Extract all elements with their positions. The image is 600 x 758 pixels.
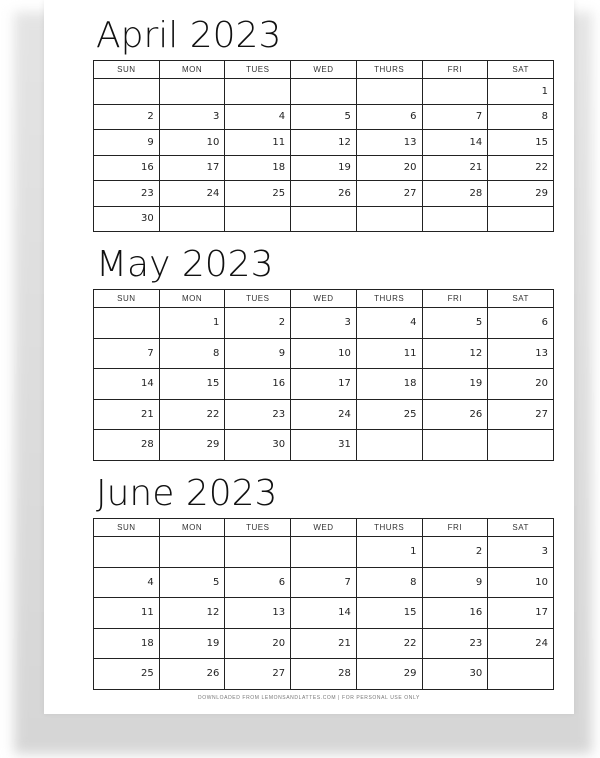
day-cell: 11 [225,130,291,156]
day-cell: 29 [159,430,225,461]
day-cell [159,79,225,105]
day-cell: 10 [159,130,225,156]
weekday-header: WED [291,519,357,537]
weekday-header: MON [159,61,225,79]
day-cell: 28 [291,659,357,690]
day-cell: 8 [159,338,225,369]
weekday-header: SAT [488,290,554,308]
day-cell: 23 [422,628,488,659]
day-cell: 4 [225,104,291,130]
day-cell [291,537,357,568]
weekday-header: TUES [225,519,291,537]
day-cell: 4 [356,308,422,339]
day-cell: 2 [94,104,160,130]
day-cell [422,430,488,461]
day-cell: 19 [159,628,225,659]
month-title-may: May 2023 [96,244,274,285]
weekday-header: TUES [225,290,291,308]
weekday-header: FRI [422,519,488,537]
day-cell: 19 [422,369,488,400]
day-cell: 16 [225,369,291,400]
day-cell: 1 [488,79,554,105]
day-cell: 26 [291,181,357,207]
day-cell: 30 [422,659,488,690]
day-cell: 31 [291,430,357,461]
day-cell: 13 [356,130,422,156]
day-cell [94,308,160,339]
day-cell [356,430,422,461]
week-row [94,430,554,461]
week-row [94,206,554,232]
day-cell [356,206,422,232]
weekday-header: SUN [94,290,160,308]
day-cell [225,79,291,105]
weekday-header-row [94,290,554,308]
day-cell: 10 [291,338,357,369]
weekday-header-row [94,61,554,79]
day-cell [94,537,160,568]
month-title-june: June 2023 [96,473,278,514]
day-cell: 15 [356,598,422,629]
day-cell: 3 [291,308,357,339]
weekday-header: WED [291,61,357,79]
week-row [94,104,554,130]
day-cell: 18 [356,369,422,400]
day-cell [159,206,225,232]
week-row [94,369,554,400]
day-cell [356,79,422,105]
calendar-page [44,0,574,714]
month-calendar-june [93,518,554,690]
day-cell: 30 [94,206,160,232]
day-cell: 20 [225,628,291,659]
weekday-header: THURS [356,290,422,308]
day-cell: 21 [422,155,488,181]
day-cell [159,537,225,568]
day-cell: 5 [159,567,225,598]
day-cell: 9 [94,130,160,156]
day-cell [488,430,554,461]
day-cell: 9 [225,338,291,369]
day-cell: 24 [291,399,357,430]
day-cell: 22 [159,399,225,430]
day-cell [291,79,357,105]
day-cell: 2 [422,537,488,568]
week-row [94,181,554,207]
day-cell: 8 [356,567,422,598]
day-cell: 14 [94,369,160,400]
day-cell: 29 [356,659,422,690]
week-row [94,79,554,105]
day-cell: 3 [159,104,225,130]
day-cell: 15 [159,369,225,400]
week-row [94,567,554,598]
week-row [94,338,554,369]
day-cell: 29 [488,181,554,207]
day-cell: 5 [291,104,357,130]
day-cell [488,659,554,690]
footer-credit: DOWNLOADED FROM LEMONSANDLATTES.COM | FOR PERSONAL USE ONLY [198,695,420,701]
day-cell: 11 [94,598,160,629]
day-cell: 27 [356,181,422,207]
day-cell: 23 [94,181,160,207]
day-cell: 13 [225,598,291,629]
day-cell [488,206,554,232]
day-cell: 12 [159,598,225,629]
weekday-header: TUES [225,61,291,79]
day-cell: 11 [356,338,422,369]
month-calendar-may [93,289,554,461]
day-cell: 27 [488,399,554,430]
day-cell: 25 [225,181,291,207]
day-cell: 8 [488,104,554,130]
day-cell: 20 [488,369,554,400]
day-cell: 21 [291,628,357,659]
day-cell [94,79,160,105]
day-cell: 10 [488,567,554,598]
day-cell: 20 [356,155,422,181]
day-cell [225,537,291,568]
day-cell: 17 [291,369,357,400]
weekday-header: FRI [422,61,488,79]
day-cell: 25 [94,659,160,690]
weekday-header: THURS [356,61,422,79]
day-cell [225,206,291,232]
day-cell: 24 [159,181,225,207]
day-cell [422,79,488,105]
week-row [94,155,554,181]
day-cell: 6 [488,308,554,339]
day-cell: 14 [422,130,488,156]
week-row [94,598,554,629]
day-cell: 3 [488,537,554,568]
weekday-header: SAT [488,519,554,537]
day-cell [422,206,488,232]
week-row [94,628,554,659]
week-row [94,308,554,339]
day-cell: 7 [291,567,357,598]
day-cell: 13 [488,338,554,369]
day-cell [291,206,357,232]
day-cell: 5 [422,308,488,339]
weekday-header: SAT [488,61,554,79]
day-cell: 9 [422,567,488,598]
weekday-header-row [94,519,554,537]
day-cell: 18 [94,628,160,659]
day-cell: 14 [291,598,357,629]
weekday-header: MON [159,519,225,537]
weekday-header: FRI [422,290,488,308]
day-cell: 16 [422,598,488,629]
weekday-header: THURS [356,519,422,537]
day-cell: 28 [94,430,160,461]
day-cell: 22 [488,155,554,181]
day-cell: 16 [94,155,160,181]
weekday-header: SUN [94,519,160,537]
day-cell: 27 [225,659,291,690]
day-cell: 2 [225,308,291,339]
day-cell: 12 [291,130,357,156]
day-cell: 22 [356,628,422,659]
day-cell: 17 [488,598,554,629]
week-row [94,399,554,430]
day-cell: 17 [159,155,225,181]
weekday-header: MON [159,290,225,308]
day-cell: 18 [225,155,291,181]
day-cell: 28 [422,181,488,207]
day-cell: 6 [356,104,422,130]
day-cell: 12 [422,338,488,369]
month-calendar-april [93,60,554,232]
day-cell: 25 [356,399,422,430]
week-row [94,537,554,568]
day-cell: 7 [422,104,488,130]
day-cell: 1 [356,537,422,568]
day-cell: 21 [94,399,160,430]
day-cell: 7 [94,338,160,369]
day-cell: 6 [225,567,291,598]
day-cell: 19 [291,155,357,181]
day-cell: 15 [488,130,554,156]
day-cell: 30 [225,430,291,461]
weekday-header: SUN [94,61,160,79]
day-cell: 26 [422,399,488,430]
week-row [94,659,554,690]
day-cell: 23 [225,399,291,430]
week-row [94,130,554,156]
month-title-april: April 2023 [96,15,282,56]
day-cell: 26 [159,659,225,690]
day-cell: 24 [488,628,554,659]
day-cell: 1 [159,308,225,339]
day-cell: 4 [94,567,160,598]
weekday-header: WED [291,290,357,308]
